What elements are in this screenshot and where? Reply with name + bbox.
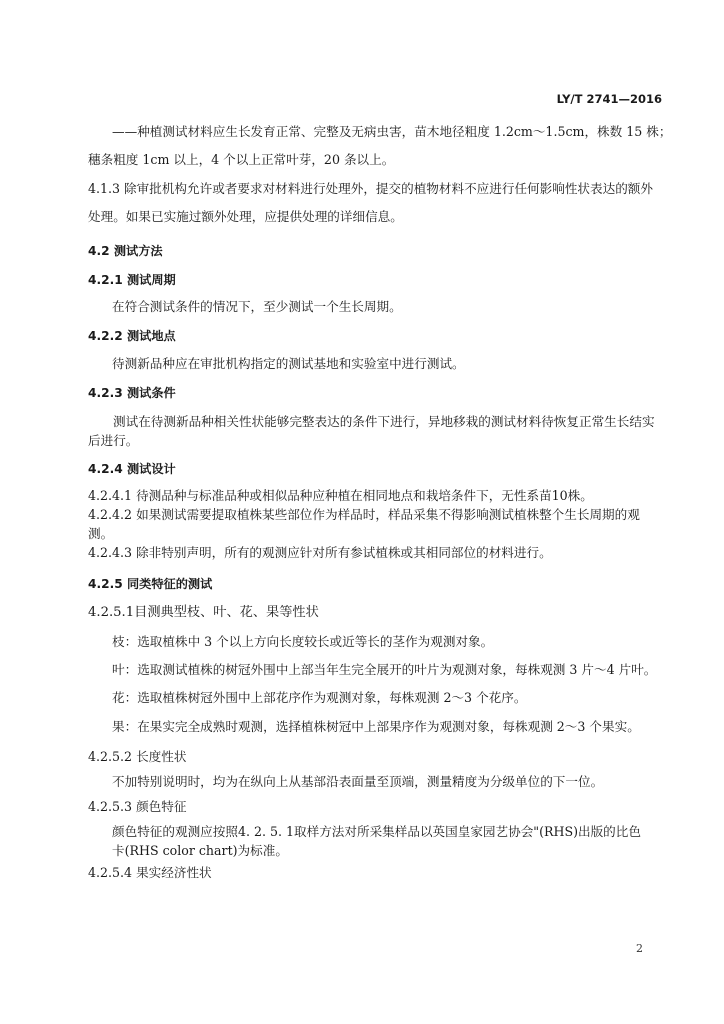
heading-4-2-5: 4.2.5 同类特征的测试 [88,577,213,591]
heading-4-2-5-4: 4.2.5.4 果实经济性状 [88,865,212,880]
heading-4-2-2: 4.2.2 测试地点 [88,329,176,343]
paragraph-4-2-5-2: 不加特别说明时，均为在纵向上从基部沿表面量至顶端，测量精度为分级单位的下一位。 [112,774,604,789]
paragraph-line: 穗条粗度 1cm 以上，4 个以上正常叶芽，20 条以上。 [88,152,395,167]
heading-4-2: 4.2 测试方法 [88,244,163,258]
paragraph-line: 卡(RHS color chart)为标准。 [112,843,288,858]
paragraph-fruit: 果：在果实完全成熟时观测，选择植株树冠中上部果序作为观测对象，每株观测 2～3 个果实。 [112,719,640,734]
paragraph-4-2-2: 待测新品种应在审批机构指定的测试基地和实验室中进行测试。 [112,356,465,371]
clause-4-2-4-3: 4.2.4.3 除非特别声明，所有的观测应针对所有参试植株或其相同部位的材料进行。 [88,545,552,560]
clause-4-1-3: 4.1.3 除审批机构允许或者要求对材料进行处理外，提交的植物材料不应进行任何影响性状表达的额外 [88,181,653,196]
paragraph-branch: 枝：选取植株中 3 个以上方向长度较长或近等长的茎作为观测对象。 [112,634,494,649]
paragraph-4-2-5-3: 颜色特征的观测应按照4. 2. 5. 1取样方法对所采集样品以英国皇家园艺协会"(RHS)出版的比色 [112,824,641,839]
paragraph-flower: 花：选取植株树冠外围中上部花序作为观测对象，每株观测 2～3 个花序。 [112,690,527,705]
heading-4-2-3: 4.2.3 测试条件 [88,386,176,400]
clause-4-2-4-1: 4.2.4.1 待测品种与标准品种或相似品种应种植在相同地点和栽培条件下，无性系苗10株。 [88,488,593,503]
heading-4-2-5-3: 4.2.5.3 颜色特征 [88,799,187,814]
heading-4-2-4: 4.2.4 测试设计 [88,462,176,476]
paragraph-leaf: 叶：选取测试植株的树冠外围中上部当年生完全展开的叶片为观测对象，每株观测 3 片～4 片叶。 [112,662,657,677]
heading-4-2-1: 4.2.1 测试周期 [88,273,176,287]
paragraph-4-2-3: 测试在待测新品种相关性状能够完整表达的条件下进行，异地移栽的测试材料待恢复正常生长结实后进行。 [88,414,655,448]
heading-4-2-5-1: 4.2.5.1目测典型枝、叶、花、果等性状 [88,605,319,620]
clause-4-2-4-2: 4.2.4.2 如果测试需要提取植株某些部位作为样品时，样品采集不得影响测试植株整个生长周期的观 [88,507,640,522]
paragraph-line: ——种植测试材料应生长发育正常、完整及无病虫害，苗木地径粗度 1.2cm～1.5cm，株数 15 株； [112,124,672,139]
standard-code-header: LY/T 2741—2016 [556,92,662,106]
page-number: 2 [636,942,643,955]
paragraph-line: 测。 [88,526,114,541]
paragraph-4-2-1: 在符合测试条件的情况下，至少测试一个生长周期。 [112,299,402,314]
paragraph-line: 处理。如果已实施过额外处理，应提供处理的详细信息。 [88,209,403,224]
heading-4-2-5-2: 4.2.5.2 长度性状 [88,749,187,764]
